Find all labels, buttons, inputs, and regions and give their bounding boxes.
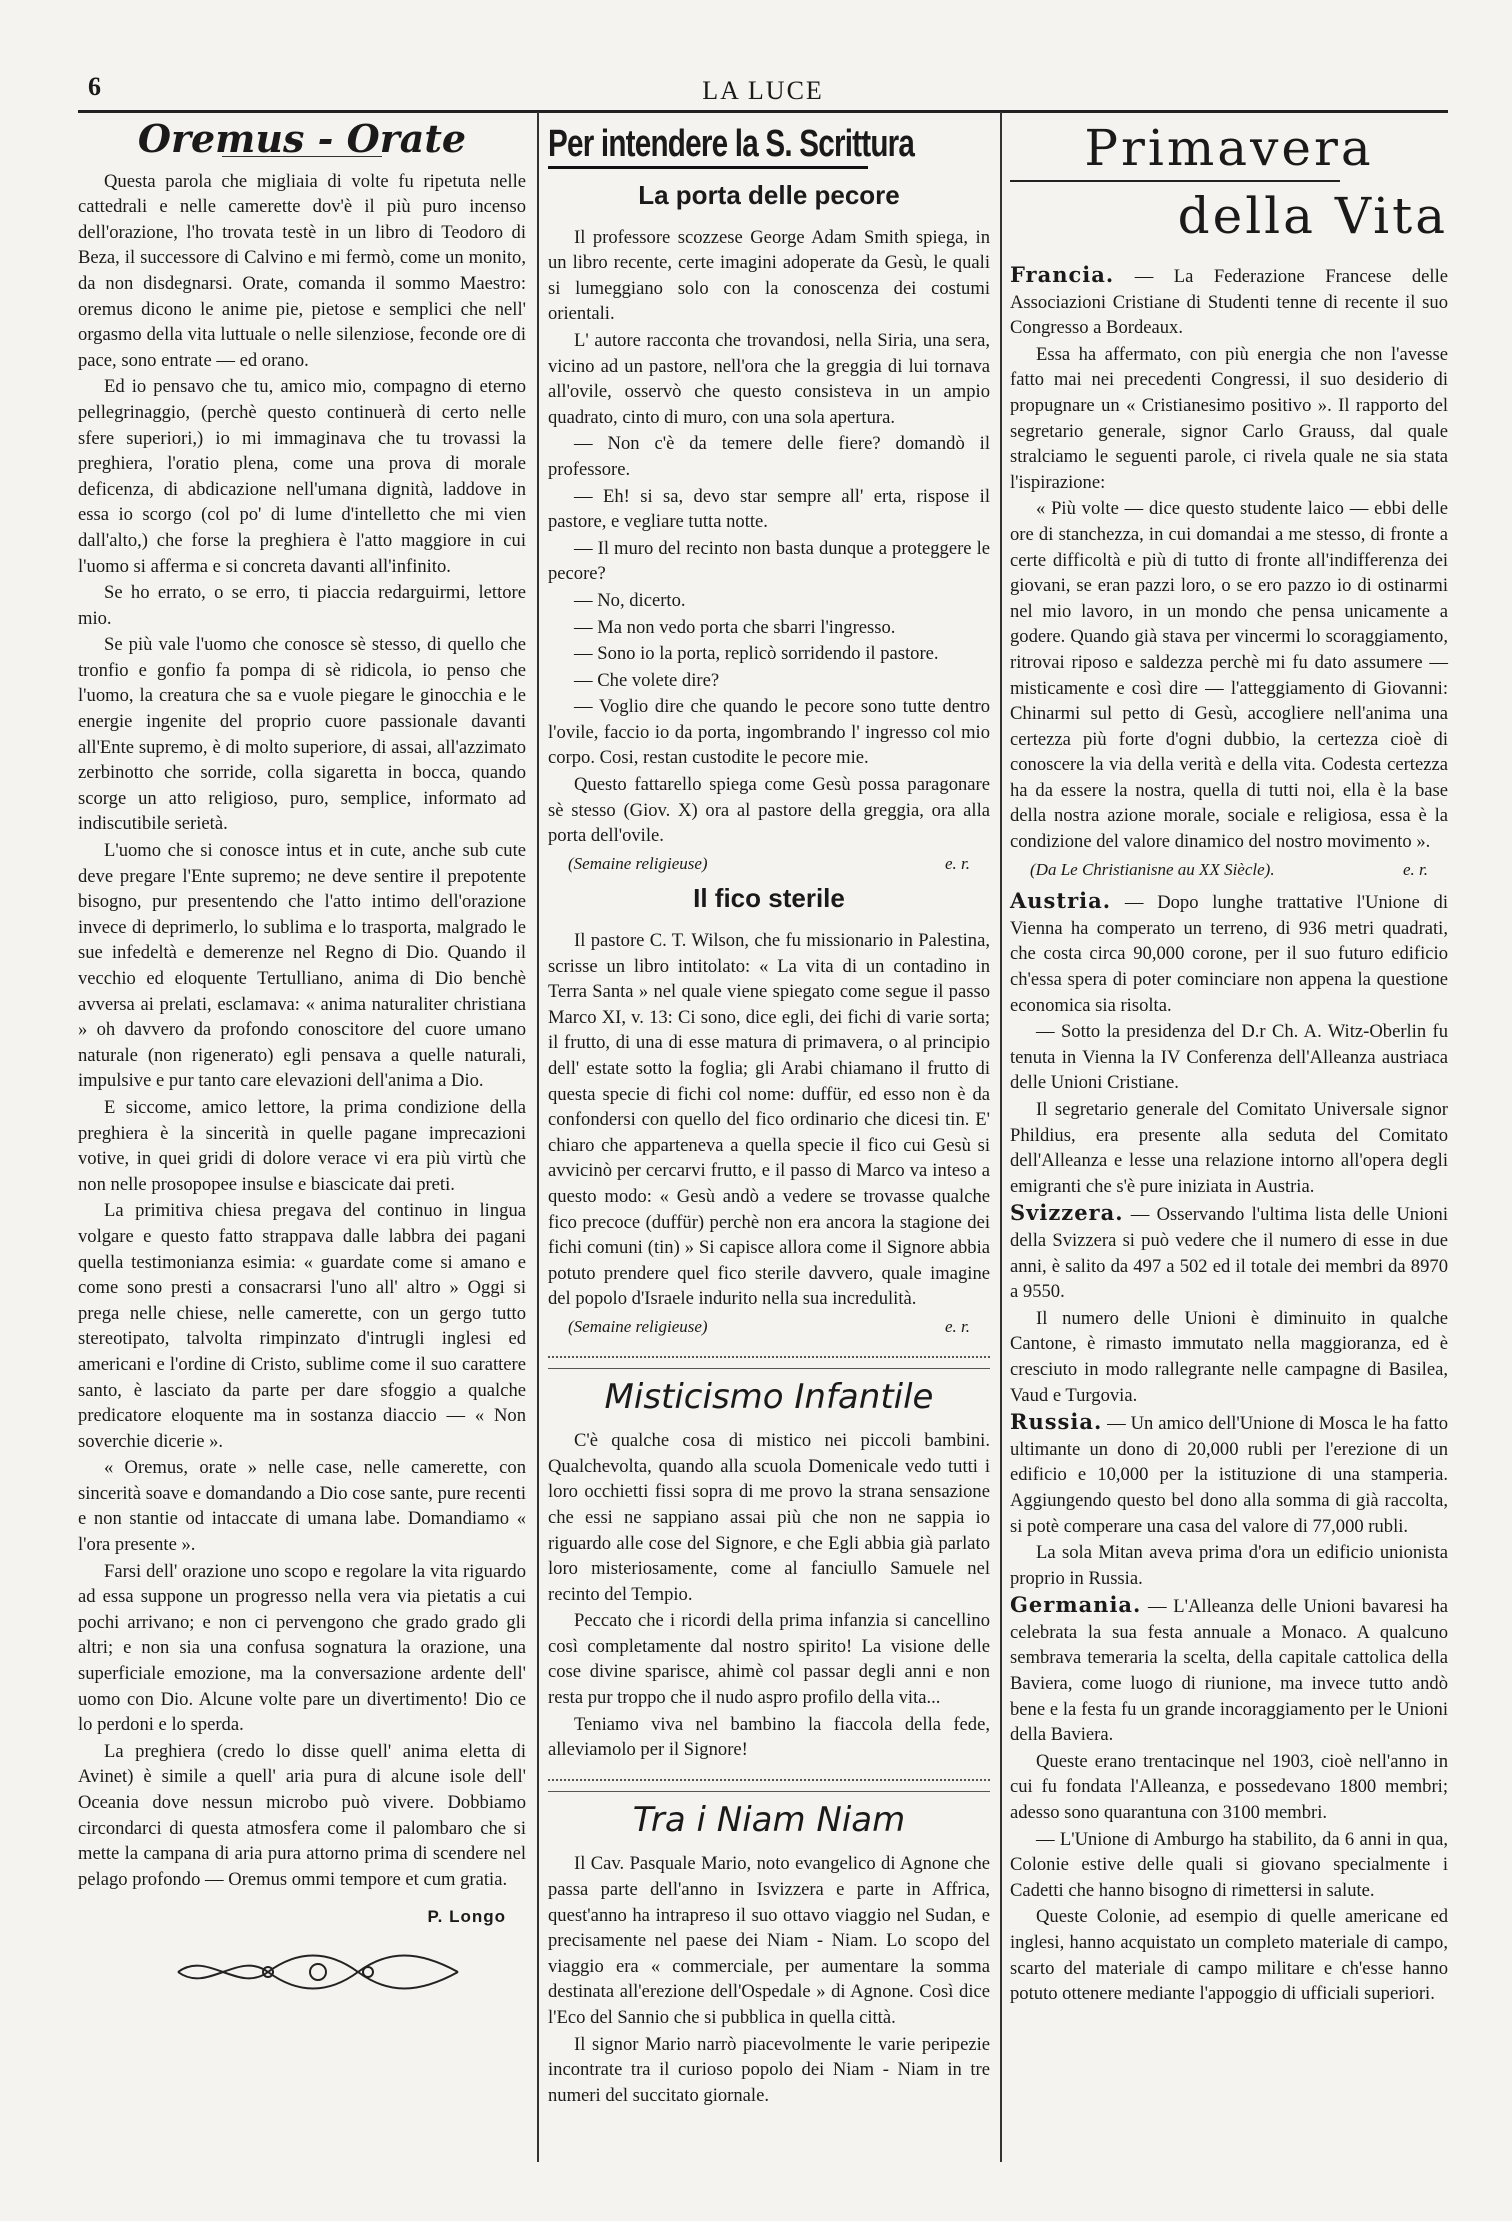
header-rule xyxy=(78,110,1448,113)
paragraph: — No, dicerto. xyxy=(574,589,686,611)
paragraph: — L'Unione di Amburgo ha stabilito, da 6 anni in qua, Colonie estive delle quali si giovano specialmente i Cadetti che hanno bisogno di rimettersi in salute. xyxy=(1010,1828,1448,1901)
paragraph: Il pastore C. T. Wilson, che fu missionario in Palestina, scrisse un libro intitolato: « La vita di un contadino in Terra Santa » nel quale viene spiegato come segue il passo Marco XI, v. 13: Ci sono, dice egli, dei fichi di varie sorta; il frutto, di una di esse matura di primavera, o al principio dell' estate sotto la foglia; gli Arabi chiamano il frutto di questa specie di fichi col nome: duffür, ed esso non è da confondersi con quello del fico ordinario che dicesi tin. E' chiaro che apparteneva a quella specie il fico cui Gesù si avvicinò per cercarvi frutto, e il passo di Marco va inteso a questo modo: « Gesù andò a vedere se trovasse qualche fico precoce (duffür) perchè non era ancora la stagione dei fichi comuni (tin) » Si capisce allora come il Signore abbia potuto prendere quel fico sterile davvero, quale imagine del popolo d'Israele indurito nella sua incredulità. xyxy=(548,930,990,1310)
paragraph: Teniamo viva nel bambino la fiaccola della fede, alleviamolo per il Signore! xyxy=(548,1713,990,1761)
paragraph: La primitiva chiesa pregava del continuo in lingua volgare e questo fatto strappava dalle labbra dei pagani quella testimonianza esimia: « guardate come si amano e come sono presti a consacrarsi l'uno all' altro » Oggi si prega nelle chiese, nelle camerette, con un gergo tutto stereotipato, talvolta rimpinzato d'intrugli inglesi ed americani e l'ordine di Cristo, sublime come il suo carattere santo, è lasciato da parte per dare sfoggio a qualche predicatore eloquente ma in sostanza diaccio — « Non soverchie dicerie ». xyxy=(78,1200,526,1452)
paragraph: — Un amico dell'Unione di Mosca le ha fatto ultimante un dono di 20,000 rubli per l'erezione di un edificio e 10,000 per la istituzione di una stamperia. Aggiungendo questo bel dono alla somma di già raccolta, si potè comperare una casa del valore di 77,000 rubli. xyxy=(1010,1413,1448,1537)
paragraph: — Sono io la porta, replicò sorridendo il pastore. xyxy=(574,643,939,665)
article-subtitle-vita: della Vita xyxy=(1177,187,1448,245)
paragraph: — Sotto la presidenza del D.r Ch. A. Witz-Oberlin fu tenuta in Vienna la IV Conferenza dell'Alleanza austriaca delle Unioni Cristiane. xyxy=(1010,1021,1448,1094)
paragraph: Il professore scozzese George Adam Smith spiega, in un libro recente, certe imagini adoperate da Gesù, le quali si lumeggiano solo con la conoscenza dei costumi orientali. xyxy=(548,226,990,325)
paragraph: Se più vale l'uomo che conosce sè stesso, di quello che tronfio e gonfio fa pompa di sè ridicola, io penso che l'uomo, la creatura che sa e vuole piegare le ginocchia e le energie ingenite del proprio cuore passionale davanti all'Ente supremo, è di molto superiore, di assai, all'azzimato zerbinotto che sorride, colla sigaretta in bocca, quando scorge un atto religioso, puro, semplice, informato ad indiscutibile serietà. xyxy=(78,634,526,835)
country-heading: Russia. xyxy=(1010,1409,1103,1435)
paragraph: Il numero delle Unioni è diminuito in qualche Cantone, è rimasto immutato nella maggioranza, ed è cresciuto in modo rallegrante nelle campagne di Basilea, Vaud e Turgovia. xyxy=(1010,1307,1448,1406)
paragraph: — Che volete dire? xyxy=(574,669,720,691)
paragraph: — Voglio dire che quando le pecore sono tutte dentro l'ovile, faccio io da porta, ingombrando l' ingresso col mio corpo. Cosi, restan custodite le pecore mie. xyxy=(548,696,990,769)
source-line xyxy=(548,1314,990,1340)
paragraph: Il segretario generale del Comitato Universale signor Phildius, era presente alla seduta del Comitato dell'Alleanza e lesse una relazione intorno all'opera degli emigranti che s'è pure iniziata in Austria. xyxy=(1010,1099,1448,1197)
paragraph: E siccome, amico lettore, la prima condizione della preghiera è la sincerità in quelle pagane imprecazioni votive, in quei gridi di dolore verace vi era più virtù che non nelle prosopopee insulse e biascicate dai preti. xyxy=(78,1096,526,1195)
paragraph: La preghiera (credo lo disse quell' anima eletta di Avinet) è simile a quell' aria pura di alcune isole dell' Oceania dove nessun microbo può vivere. Dobbiamo circondarci di questa atmosfera come il palombaro che si mette la campana di aria pura attorno prima di scendere nel pelago profondo — Oremus ommi tempore et cum gratia. xyxy=(78,1740,526,1890)
source: (Da Le Christianisne au XX Siècle). xyxy=(1030,859,1275,879)
paragraph: — Non c'è da temere delle fiere? domandò il professore. xyxy=(548,433,990,480)
paragraph: Queste erano trentacinque nel 1903, cioè nell'anno in cui fu fondata l'Alleanza, e possedevano 1800 membri; adesso sono quarantuna con 3100 membri. xyxy=(1010,1750,1448,1824)
paragraph: C'è qualche cosa di mistico nei piccoli bambini. Qualchevolta, quando alla scuola Domenicale vedo tutti i loro occhietti fissi sopra di me provo la strana sensazione che essi ne sappiano assai più che non ne sappia io riguardo alle cose del Signore, e che Egli abbia già parlato loro misteriosamente, come al fanciullo Samuele nel recinto del Tempio. xyxy=(548,1430,990,1605)
paragraph: — La Federazione Francese delle Associazioni Cristiane di Studenti tenne di recente il suo Congresso a Bordeaux. xyxy=(1010,266,1448,339)
article-title-misticismo: Misticismo Infantile xyxy=(604,1376,934,1417)
news-item-russia xyxy=(1010,1409,1448,1539)
paragraph: Farsi dell' orazione uno scopo e regolare la vita riguardo ad essa suppone un progresso nella vera via pietatis a cui pochi arrivano; e non ci pervengono che grado grado gli altri; e non sia una confusa sognatura la orazione, una superficiale emozione, ma la conversazione ardente dell' uomo con Dio. Alcune volte pare un divertimento! Dio ce lo perdoni e lo sperda. xyxy=(78,1560,526,1736)
paragraph: — Il muro del recinto non basta dunque a proteggere le pecore? xyxy=(548,537,990,585)
article-title-primavera: Primavera xyxy=(1084,119,1374,177)
section-separator xyxy=(548,1356,990,1369)
initials: e. r. xyxy=(944,853,970,873)
paragraph: L'uomo che si conosce intus et in cute, anche sub cute deve pregare l'Ente supremo; ne deve sentire il prepotente bisogno, pur presentendo che l'atto intimo dell'orazione invece di deprimerlo, lo sublima e lo trasporta, malgrado le sue infedeltà e demerenze nel Regno di Dio. Quando il vecchio ed eloquente Tertulliano, anima di Dio benchè avversa ai prelati, esclamava: « anima naturaliter christiana » oh davvero da profondo conoscitore del cuore umano naturale (non rigenerato) egli pensava a quelle naturali, impulsive e pur tanto care elevazioni dell'anima a Dio. xyxy=(78,840,526,1092)
banner-underline xyxy=(548,166,868,169)
section-banner: Per intendere la S. Scrittura xyxy=(548,123,915,165)
paragraph: Queste Colonie, ad esempio di quelle americane ed inglesi, hanno acquistato un completo materiale di campo, scarto del materiale di campo militare e ch'esse hanno potuto ottenere mediante l'appoggio di ufficiali superiori. xyxy=(1010,1906,1448,2005)
paragraph: — L'Alleanza delle Unioni bavaresi ha celebrata la sua festa annuale a Monaco. A qualcuno sembrava temeraria la scelta, della capitale cattolica della Baviera, come luogo di riunione, ma invece tutto andò bene e la festa fu un grande incoraggiamento per le Unioni della Baviera. xyxy=(1010,1596,1448,1746)
column-primavera xyxy=(1010,120,1448,2008)
paragraph: — Dopo lunghe trattative l'Unione di Vienna ha comperato un terreno, di 936 metri quadrati, che costa circa 90,000 corone, per il suo futuro edificio ch'essa spera di poter cominciare non appena la questione economica sia risolta. xyxy=(1010,892,1448,1016)
paragraph: « Più volte — dice questo studente laico — ebbi delle ore di stanchezza, in cui domandai a me stesso, di fronte a certe difficoltà e più di tutto di fronte all'indifferenza dei giovani, se eran pazzi loro, o se ero pazzo io di ostinarmi nel mio lavoro, in un mondo che pensa unicamente a godere. Quando già stava per vincermi lo scoraggiamento, ritrovai riposo e saldezza perchè mi fu dato assumere — misticamente e così dire — l'atteggiamento di Giovanni: Chinarmi sul petto di Gesù, accogliere nell'anima una certezza più forte d'ogni dubbio, la certezza cioè di conoscere la via della verità e della vita. Codesta certezza ha da essere la nostra, quella di tutti noi, ella è la base della nostra azione morale, sociale e religiosa, essa è la condizione del valore dinamico del nostro movimento ». xyxy=(1010,498,1448,853)
paragraph: Il Cav. Pasquale Mario, noto evangelico di Agnone che passa parte dell'anno in Isvizzera e parte in Affrica, quest'anno ha intrapreso il suo ottavo viaggio nel Sudan, e precisamente nel paese dei Niam - Niam. Lo scopo del viaggio era « commerciale, per aumentare la somma destinata all'erezione dell'Ospedale » di Agnone. Così dice l'Eco del Sannio che si pubblica in quella città. xyxy=(548,1853,990,2028)
paragraph: — Eh! si sa, devo star sempre all' erta, rispose il pastore, e vegliare tutta notte. xyxy=(548,485,990,533)
paragraph: Ed io pensavo che tu, amico mio, compagno di eterno pellegrinaggio, (perchè questo continuerà di certo nelle sfere superiori,) io mi immaginava che tu trovassi la preghiera, l'oratio plena, come una prova di morale deficenza, di abdicazione nell'umana dignità, laddove in essa io scorgo (col po' di lume d'intelletto che mi vien dall'alto,) che forse la preghiera è l'atto maggiore in cui l'uomo si afferma e si concreta davanti all'infinito. xyxy=(78,376,526,577)
article-title-porta: La porta delle pecore xyxy=(638,180,900,210)
news-item-svizzera xyxy=(1010,1200,1448,1304)
ornament-flourish xyxy=(168,1950,468,1994)
paragraph: La sola Mitan aveva prima d'ora un edificio unionista proprio in Russia. xyxy=(1010,1542,1448,1589)
column-divider-2 xyxy=(1000,112,1002,2162)
author-signature: P. Longo xyxy=(427,1907,506,1927)
paragraph: Questo fattarello spiega come Gesù possa paragonare sè stesso (Giov. X) ora al pastore della greggia, ora alla porta dell'ovile. xyxy=(548,774,990,847)
news-item-austria xyxy=(1010,888,1448,1018)
paragraph: — Osservando l'ultima lista delle Unioni della Svizzera si può vedere che il numero di esse in due anni, è salito da 497 a 502 ed il totale dei membri da 8970 a 9550. xyxy=(1010,1204,1448,1303)
paragraph: « Oremus, orate » nelle case, nelle camerette, con sincerità soave e domandando a Dio cose sante, pure recenti e non stantie od intaccate di umana labe. Domandiamo « l'ora presente ». xyxy=(78,1457,526,1556)
section-separator xyxy=(548,1779,990,1792)
article-title-oremus: Oremus - Orate xyxy=(137,116,467,161)
country-heading: Francia. xyxy=(1010,262,1115,287)
article-title-niam: Tra i Niam Niam xyxy=(632,1799,906,1840)
column-oremus xyxy=(78,116,526,2002)
paragraph: L' autore racconta che trovandosi, nella Siria, una sera, vicino ad un pastore, nell'ora che la greggia di lui tornava all'ovile, osservò che questo consisteva in un ampio quadrato, cinto di muro, con una sola apertura. xyxy=(548,329,990,428)
page-number: 6 xyxy=(88,72,101,101)
source: (Semaine religieuse) xyxy=(568,1316,708,1336)
news-item-germania xyxy=(1010,1592,1448,1748)
page-header xyxy=(78,66,1448,110)
country-heading: Germania. xyxy=(1010,1592,1142,1618)
column-scrittura xyxy=(548,120,990,2109)
source-line xyxy=(1010,857,1448,883)
column-divider-1 xyxy=(537,112,539,2162)
title-underline xyxy=(1010,180,1340,182)
country-heading: Austria. xyxy=(1010,888,1112,914)
country-heading: Svizzera. xyxy=(1010,1200,1124,1226)
masthead: LA LUCE xyxy=(702,76,824,105)
news-item-francia xyxy=(1010,262,1448,341)
source: (Semaine religieuse) xyxy=(568,853,708,873)
paragraph: Peccato che i ricordi della prima infanzia si cancellino così completamente dal nostro spirito! La visione delle cose divine sparisce, ahimè col passar degli anni e non resta pur troppo che il nudo aspro profilo della vita... xyxy=(548,1610,990,1709)
paragraph: Essa ha affermato, con più energia che non l'avesse fatto mai nei precedenti Congressi, il suo desiderio di propugnare un « Cristianesimo positivo ». Il rapporto del segretario generale, signor Carlo Grauss, dal quale stralciamo le seguenti parole, ci rivela quale ne sia stata l'ispirazione: xyxy=(1010,343,1448,493)
paragraph: Il signor Mario narrò piacevolmente le varie peripezie incontrate tra il curioso popolo dei Niam - Niam in tre numeri del succitato giornale. xyxy=(548,2033,990,2106)
article-title-fico: Il fico sterile xyxy=(693,883,845,914)
paragraph: — Ma non vedo porta che sbarri l'ingresso. xyxy=(574,616,896,638)
paragraph: Questa parola che migliaia di volte fu ripetuta nelle cattedrali e nelle camerette dov'è il più puro incenso dell'orazione, l'ho trovata testè in un libro di Teodoro di Beza, il successore di Calvino e mi fermò, come un monito, da non disdegnarsi. Orate, comanda il sommo Maestro: oremus dicono le anime pie, pietose e semplici che nell' orgasmo della vita luttuale o nelle silenziose, feconde ore di pace, sono entrate — ed orano. xyxy=(78,170,526,371)
source-line xyxy=(548,851,990,877)
paragraph: Se ho errato, o se erro, ti piaccia redarguirmi, lettore mio. xyxy=(78,582,526,629)
initials: e. r. xyxy=(944,1316,970,1336)
initials: e. r. xyxy=(1402,859,1428,879)
